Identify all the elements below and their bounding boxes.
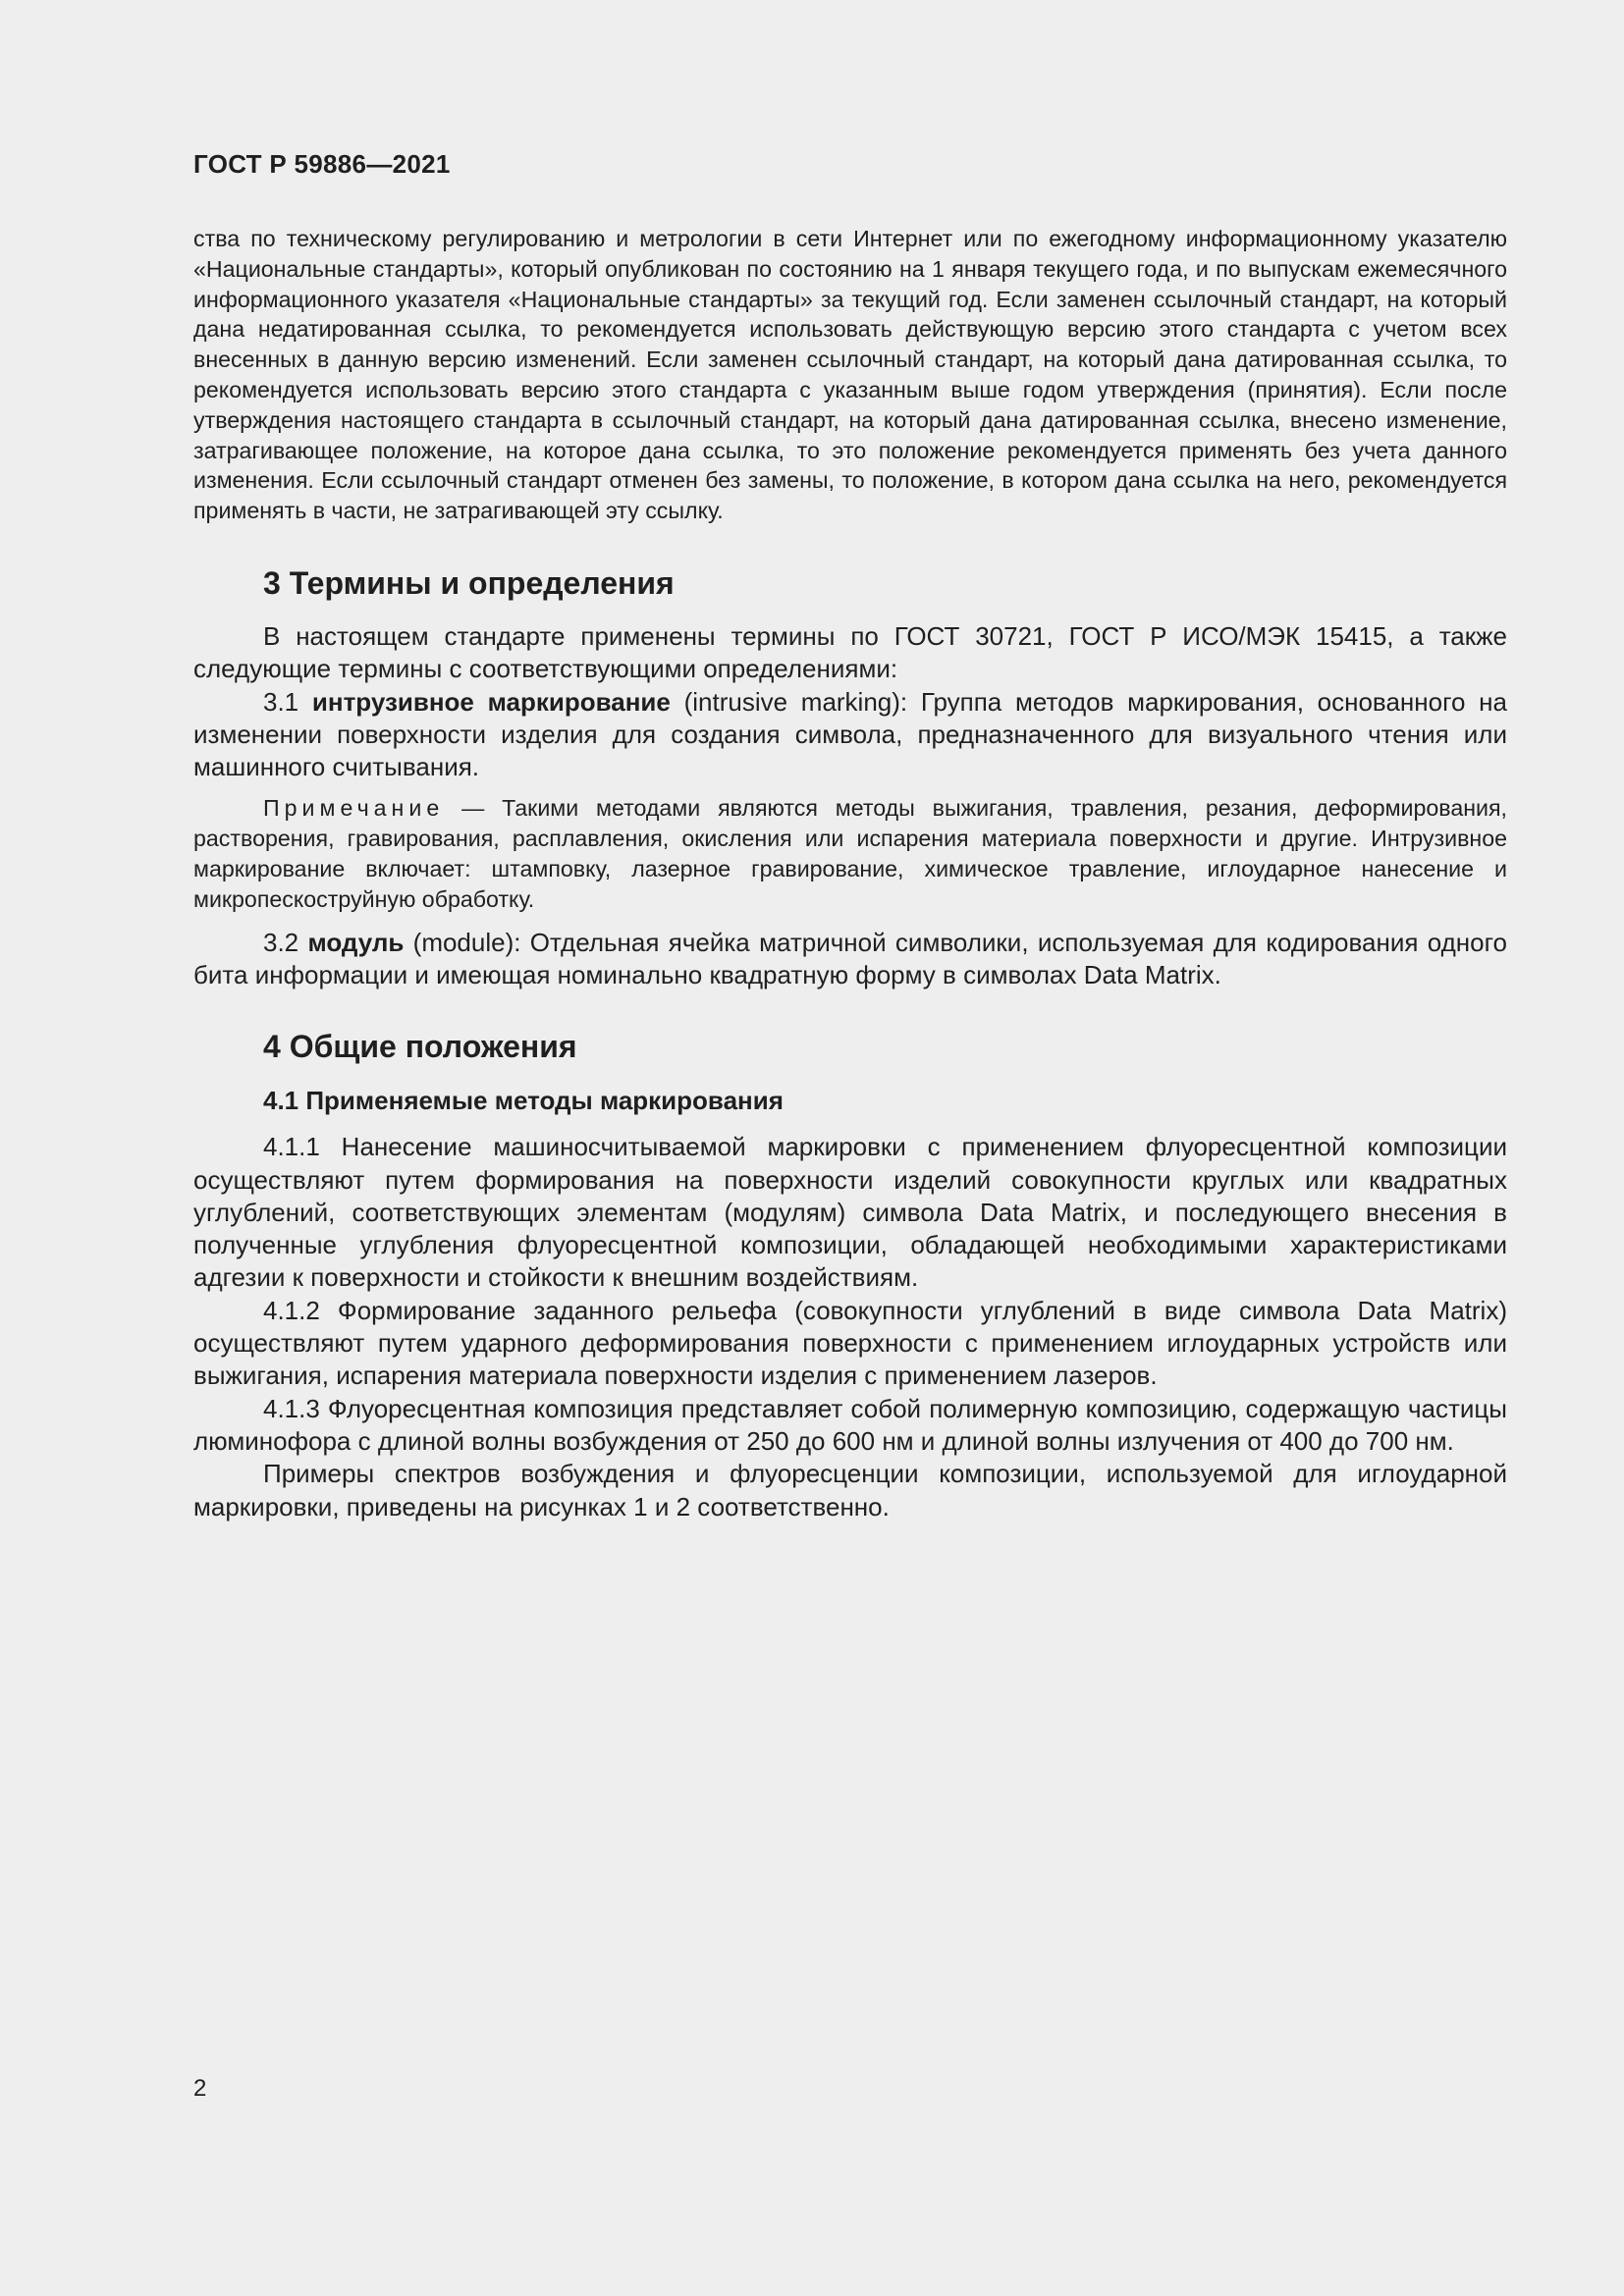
paragraph-4-1-3: 4.1.3 Флуоресцентная композиция представляет собой полимерную композицию, содержащую частицы люминофора с длиной волны возбуждения от 250 до 600 нм и длиной волны излучения от 400 до 700 нм. — [193, 1393, 1507, 1456]
section-4-heading: 4 Общие положения — [263, 1029, 577, 1065]
note-label: Примечание — [263, 795, 445, 822]
term-3-1-term: интрузивное маркирование — [311, 686, 671, 717]
note-3-1 — [193, 793, 1507, 914]
section-3-intro: В настоящем стандарте применены термины по ГОСТ 30721, ГОСТ Р ИСО/МЭК 15415, а также следующие термины с соответствующими определениями: — [193, 620, 1507, 684]
subsection-4-1-heading: 4.1 Применяемые методы маркирования — [263, 1086, 784, 1116]
page-number: 2 — [193, 2075, 207, 2102]
term-3-2-term: модуль — [307, 927, 405, 957]
document-code-header: ГОСТ Р 59886—2021 — [193, 149, 451, 179]
term-3-1-definition: (intrusive marking): Группа методов маркирования, основанного на изменении поверхности изделия для создания символа, предназначенного для визуального чтения или машинного считывания. — [193, 686, 1507, 782]
paragraph-examples: Примеры спектров возбуждения и флуоресценции композиции, используемой для иглоударной маркировки, приведены на рисунках 1 и 2 соответственно. — [193, 1459, 1507, 1522]
term-3-1 — [193, 686, 1507, 784]
term-3-2-definition: (module): Отдельная ячейка матричной символики, используемая для кодирования одного бита информации и имеющая номинально квадратную форму в символах Data Matrix. — [193, 927, 1507, 989]
paragraph-4-1-1: 4.1.1 Нанесение машиносчитываемой маркировки с применением флуоресцентной композиции осуществляют путем формирования на поверхности изделий совокупности круглых или квадратных углублений, соответствующих элементам (модулям) символа Data Matrix, и последующего внесения в полученные углубления флуоресцентной композиции, обладающей необходимыми характеристиками адгезии к поверхности и стойкости к внешним воздействиям. — [193, 1132, 1507, 1293]
paragraph-4-1-2: 4.1.2 Формирование заданного рельефа (совокупности углублений в виде символа Data Matrix) осуществляют путем ударного деформирования поверхности с применением иглоударных устройств или выжигания, испарения материала поверхности изделия с применением лазеров. — [193, 1295, 1507, 1391]
term-3-1-number: 3.1 — [263, 686, 312, 717]
note-text: — Такими методами являются методы выжигания, травления, резания, деформирования, растворения, гравирования, расплавления, окисления или испарения материала поверхности и другие. Интрузивное маркирование включает: штамповку, лазерное гравирование, химическое травление, иглоударное нанесение и микропескоструйную обработку. — [193, 795, 1507, 912]
page-content — [193, 224, 1507, 1523]
term-3-2-number: 3.2 — [263, 927, 308, 957]
term-3-2 — [193, 927, 1507, 992]
section-3-heading: 3 Термины и определения — [263, 564, 675, 601]
continuation-paragraph: ства по техническому регулированию и метрологии в сети Интернет или по ежегодному информационному указателю «Национальные стандарты», который опубликован по состоянию на 1 января текущего года, и по выпускам ежемесячного информационного указателя «Национальные стандарты» за текущий год. Если заменен ссылочный стандарт, на который дана недатированная ссылка, то рекомендуется использовать действующую версию этого стандарта с учетом всех внесенных в данную версию изменений. Если заменен ссылочный стандарт, на который дана датированная ссылка, то рекомендуется использовать версию этого стандарта с указанным выше годом утверждения (принятия). Если после утверждения настоящего стандарта в ссылочный стандарт, на который дана датированная ссылка, внесено изменение, затрагивающее положение, на которое дана ссылка, то это положение рекомендуется применять без учета данного изменения. Если ссылочный стандарт отменен без замены, то положение, в котором дана ссылка на него, рекомендуется применять в части, не затрагивающей эту ссылку. — [193, 226, 1507, 524]
